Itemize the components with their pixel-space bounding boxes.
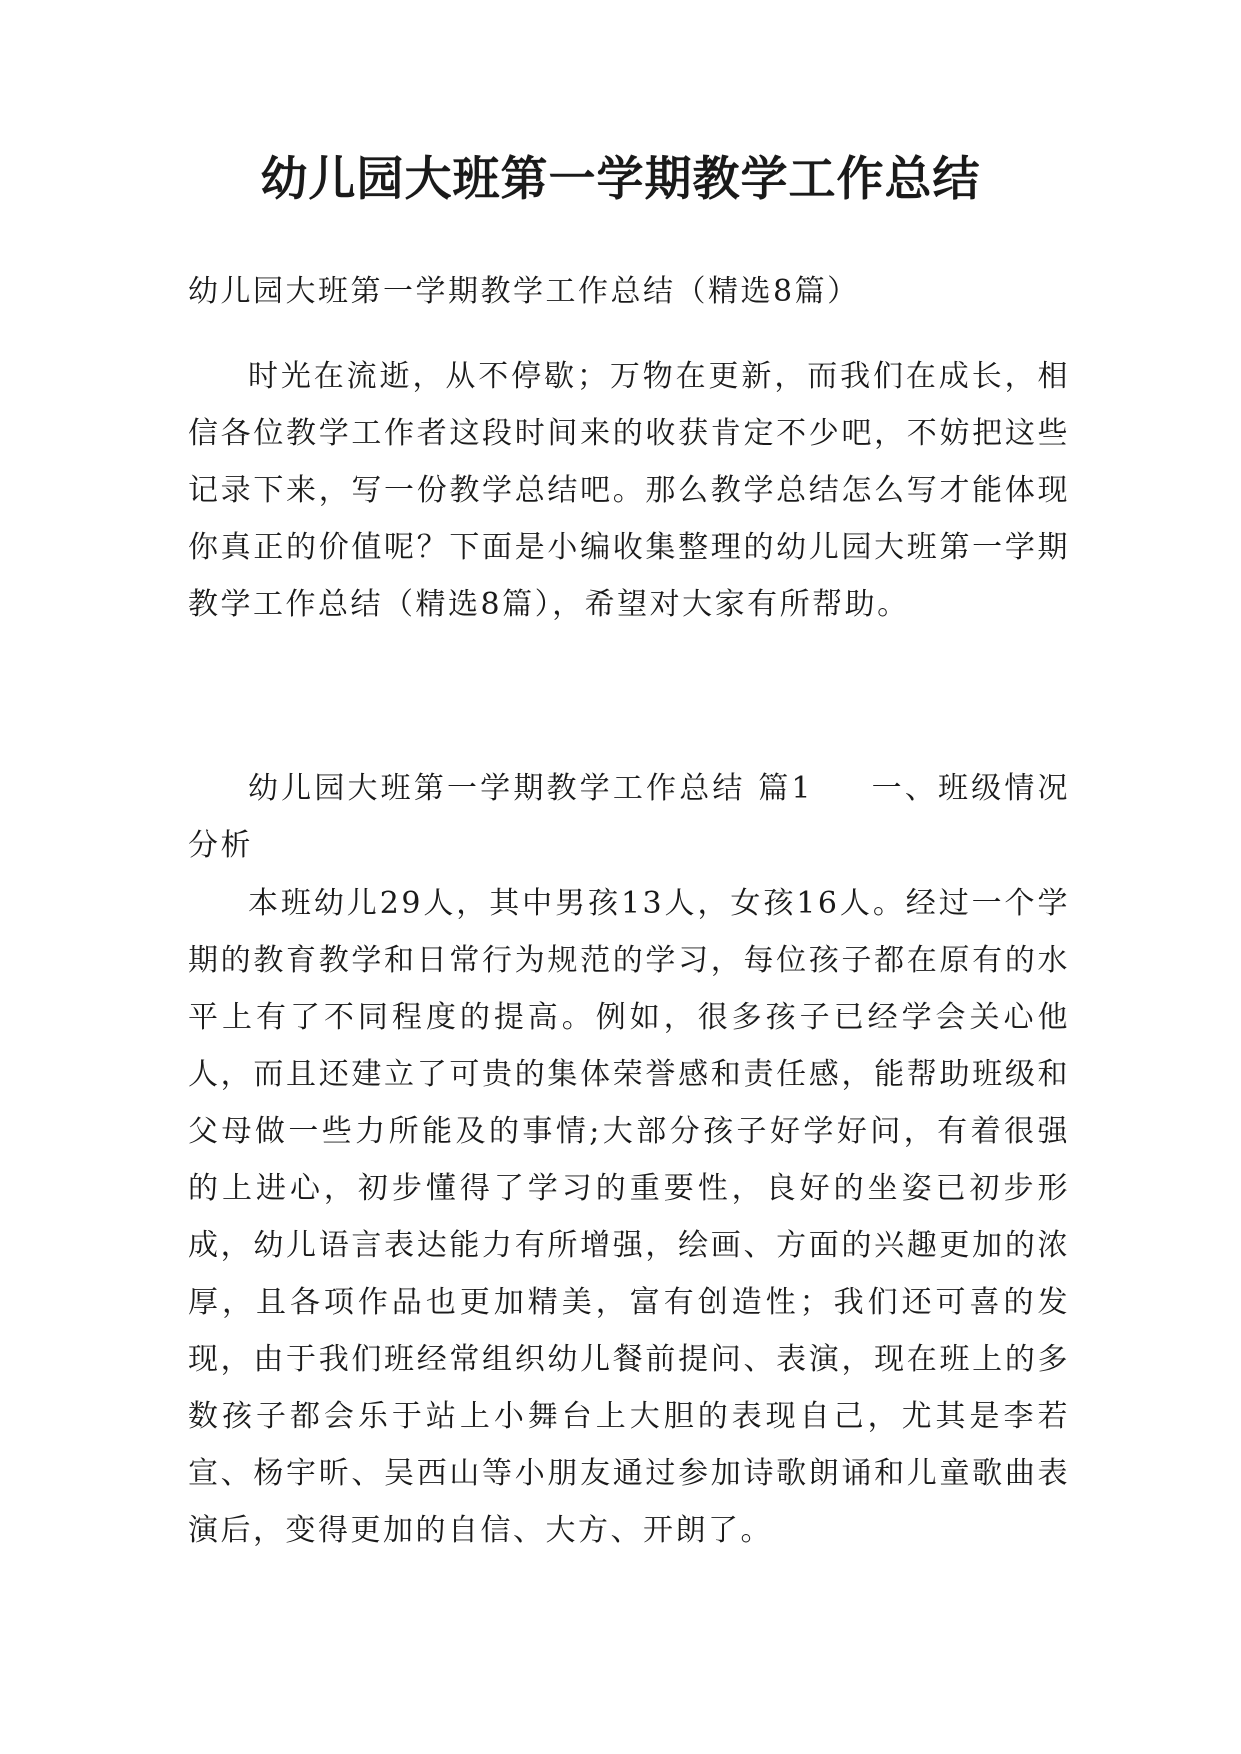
section-heading: 幼儿园大班第一学期教学工作总结 篇1 — [248, 771, 813, 806]
body-paragraph: 本班幼儿29人，其中男孩13人，女孩16人。经过一个学期的教育教学和日常行为规范的学习，每位孩子都在原有的水平上有了不同程度的提高。例如，很多孩子已经学会关心他人，而且还建立了可贵的集体荣誉感和责任感，能帮助班级和父母做一些力所能及的事情;大部分孩子好学好问，有着很强的上进心，初步懂得了学习的重要性，良好的坐姿已初步形成，幼儿语言表达能力有所增强，绘画、方面的兴趣更加的浓厚，且各项作品也更加精美，富有创造性；我们还可喜的发现，由于我们班经常组织幼儿餐前提问、表演，现在班上的多数孩子都会乐于站上小舞台上大胆的表现自己，尤其是李若宣、杨宇昕、吴西山等小朋友通过参加诗歌朗诵和儿童歌曲表演后，变得更加的自信、大方、开朗了。 — [188, 886, 1070, 1548]
intro-paragraph: 时光在流逝，从不停歇；万物在更新，而我们在成长，相信各位教学工作者这段时间来的收获肯定不少吧，不妨把这些记录下来，写一份教学总结吧。那么教学总结怎么写才能体现你真正的价值呢？下面是小编收集整理的幼儿园大班第一学期教学工作总结（精选8篇），希望对大家有所帮助。 — [188, 359, 1070, 622]
document-title: 幼儿园大班第一学期教学工作总结 — [260, 152, 981, 207]
document-subtitle: 幼儿园大班第一学期教学工作总结（精选8篇） — [188, 274, 860, 309]
section-subheading: 一、班级情况分析 — [188, 771, 1071, 863]
section-heading-line — [188, 760, 1070, 874]
